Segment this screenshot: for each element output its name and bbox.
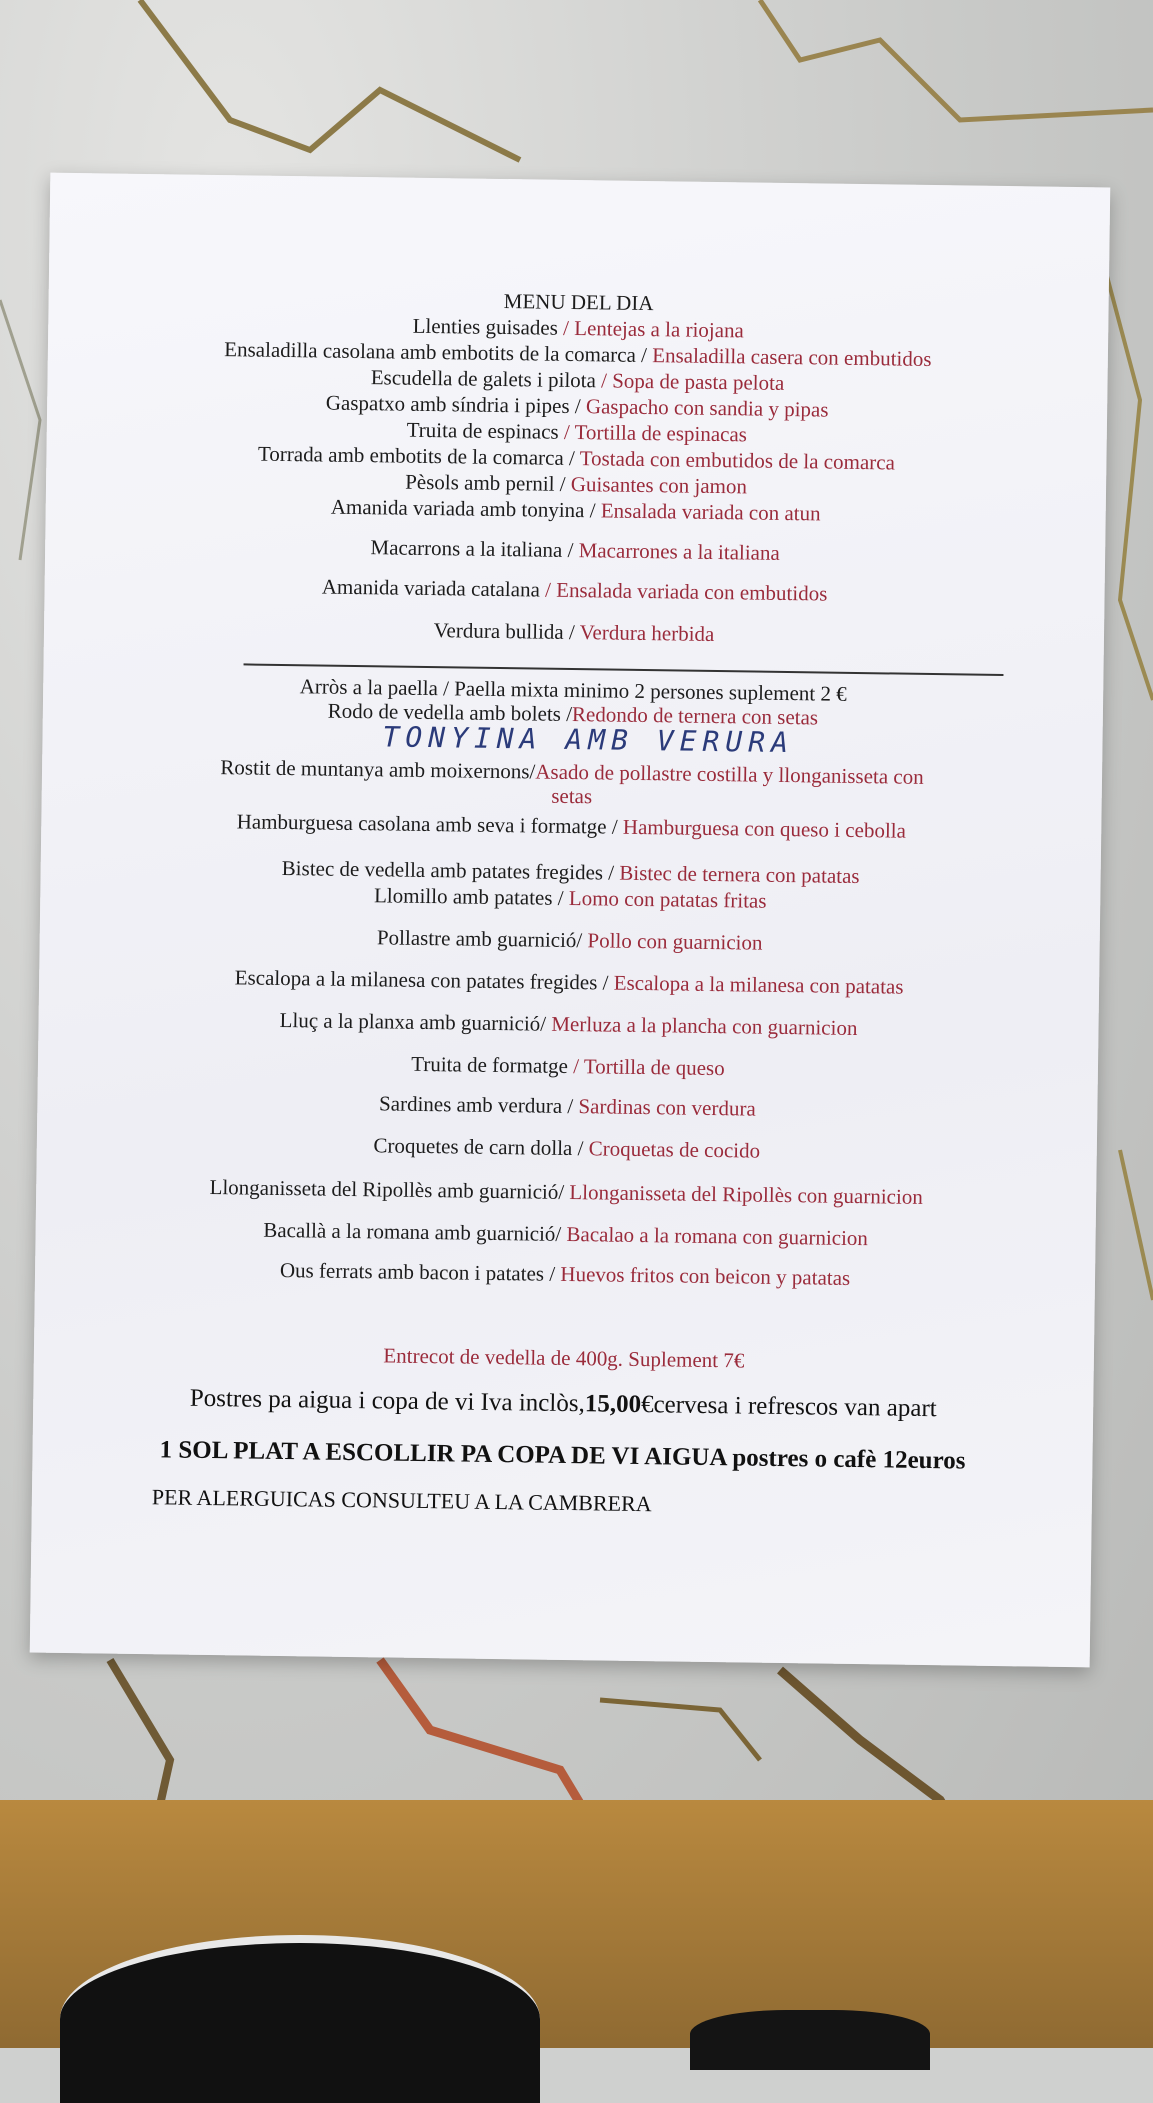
menu-item: Pollastre amb guarnició/ Pollo con guarnicion xyxy=(376,925,763,955)
menu-item: Bistec de vedella amb patates fregides / Bistec de ternera con patatas xyxy=(281,855,860,889)
special-item: Entrecot de vedella de 400g. Suplement 7€ xyxy=(383,1343,745,1373)
menu-item: Pèsols amb pernil / Guisantes con jamon xyxy=(405,469,748,499)
menu-item: Escudella de galets i pilota / Sopa de pasta pelota xyxy=(370,365,785,395)
shoe xyxy=(690,2010,930,2070)
menu-item: Macarrons a la italiana / Macarrones a la italiana xyxy=(370,535,780,565)
price-line: Postres pa aigua i copa de vi Iva inclòs,15,00€cervesa i refrescos van apart xyxy=(189,1384,937,1423)
menu-item: Verdura bullida / Verdura herbida xyxy=(433,618,715,646)
menu-item: Amanida variada amb tonyina / Ensalada variada con atun xyxy=(330,494,821,526)
menu-item: Gaspatxo amb síndria i pipes / Gaspacho con sandia y pipas xyxy=(325,390,829,422)
menu-item: Ensaladilla casolana amb embotits de la comarca / Ensaladilla casera con embutidos xyxy=(224,337,932,371)
menu-item: Ous ferrats amb bacon i patates / Huevos fritos con beicon y patatas xyxy=(279,1257,851,1290)
menu-item: Bacallà a la romana amb guarnició/ Bacalao a la romana con guarnicion xyxy=(263,1217,869,1251)
menu-item: Rostit de muntanya amb moixernons/Asado de pollastre costilla y llonganisseta con xyxy=(220,755,924,789)
menu-item: Lluç a la planxa amb guarnició/ Merluza a la plancha con guarnicion xyxy=(279,1007,858,1041)
allergy-note: PER ALERGUICAS CONSULTEU A LA CAMBRERA xyxy=(151,1484,652,1517)
handwritten-note: TONYINA AMB VERURA xyxy=(382,720,795,760)
menu-item: Truita de espinacs / Tortilla de espinacas xyxy=(406,417,748,447)
menu-sheet xyxy=(30,173,1111,1668)
menu-item: Truita de formatge / Tortilla de queso xyxy=(411,1051,725,1081)
shoe xyxy=(60,1935,540,2103)
single-plate-offer: 1 SOL PLAT A ESCOLLIR PA COPA DE VI AIGUA postres o cafè 12euros xyxy=(159,1436,966,1475)
menu-item: Rodo de vedella amb bolets /Redondo de ternera con setas xyxy=(327,698,819,730)
menu-item: Torrada amb embotits de la comarca / Tostada con embutidos de la comarca xyxy=(257,441,896,475)
menu-item: Amanida variada catalana / Ensalada variada con embutidos xyxy=(321,574,828,606)
menu-item: setas xyxy=(551,783,593,809)
menu-item: Llomillo amb patates / Lomo con patatas fritas xyxy=(373,883,767,913)
menu-item: Llonganisseta del Ripollès amb guarnició/ Llonganisseta del Ripollès con guarnicion xyxy=(209,1174,923,1209)
menu-item: Llenties guisades / Lentejas a la riojana xyxy=(412,313,745,343)
menu-item: Croquetes de carn dolla / Croquetas de cocido xyxy=(373,1133,761,1163)
menu-title: MENU DEL DIA xyxy=(503,289,654,316)
menu-item: Sardines amb verdura / Sardinas con verdura xyxy=(378,1091,756,1121)
menu-item: Escalopa a la milanesa con patates fregides / Escalopa a la milanesa con patatas xyxy=(234,965,904,999)
menu-item: Arròs a la paella / Paella mixta minimo 2 persones suplement 2 € xyxy=(299,674,847,706)
menu-item: Hamburguesa casolana amb seva i formatge / Hamburguesa con queso i cebolla xyxy=(236,809,907,843)
